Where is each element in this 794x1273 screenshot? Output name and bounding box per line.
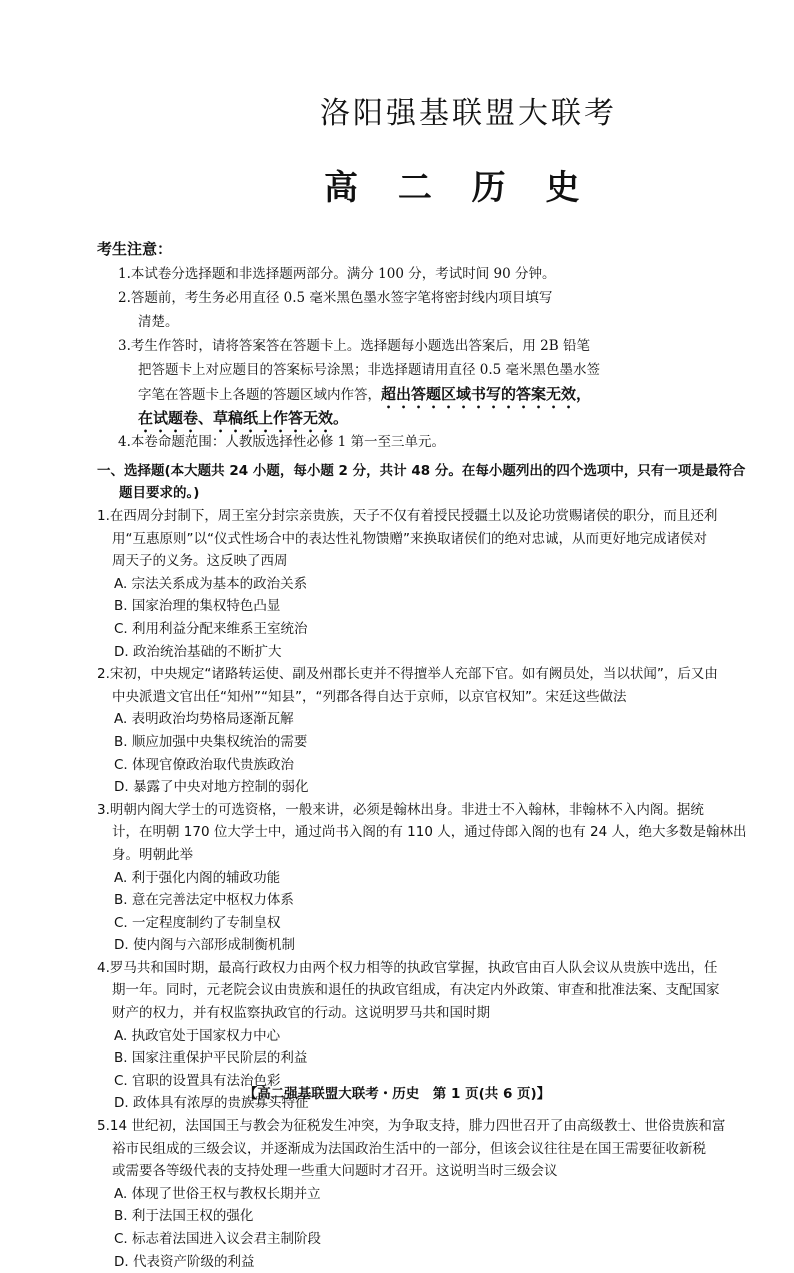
notice-item-3-cont3 <box>118 406 638 430</box>
option-b[interactable]: B. 意在完善法定中枢权力体系 <box>114 892 294 909</box>
option-b[interactable]: B. 利于法国王权的强化 <box>114 1208 254 1225</box>
option-c[interactable]: C. 官职的设置具有法治色彩 <box>114 1072 281 1089</box>
question-stem-line: 裕市民组成的三级会议，并逐渐成为法国政治生活中的一部分，但该会议往往是在国王需要征收新税 <box>112 1140 706 1157</box>
option-a[interactable]: A. 执政官处于国家权力中心 <box>114 1027 281 1044</box>
question-stem-line: 财产的权力，并有权监察执政官的行动。这说明罗马共和国时期 <box>112 1005 490 1022</box>
option-a[interactable]: A. 宗法关系成为基本的政治关系 <box>114 575 308 592</box>
option-b[interactable]: B. 国家治理的集权特色凸显 <box>114 598 281 615</box>
question-stem-line: 身。明朝此举 <box>112 846 193 863</box>
question-5 <box>97 1115 757 1273</box>
question-stem-line: 2.宋初，中央规定“诸路转运使、副及州郡长吏并不得擅举人充部下官。如有阙员处，当以状闻”，后又由 <box>97 666 718 683</box>
option-b[interactable]: B. 国家注重保护平民阶层的利益 <box>114 1050 308 1067</box>
notice-item-1: 1.本试卷分选择题和非选择题两部分。满分 100 分，考试时间 90 分钟。 <box>118 266 556 282</box>
subject-title: 高 二 历 史 <box>324 168 594 208</box>
question-stem-line: 3.明朝内阁大学士的可选资格，一般来讲，必须是翰林出身。非进士不入翰林，非翰林不入内阁。据统 <box>97 801 704 818</box>
option-d[interactable]: D. 暴露了中央对地方控制的弱化 <box>114 779 309 796</box>
notice-list <box>118 262 638 454</box>
question-options <box>97 573 757 663</box>
exam-title: 洛阳强基联盟大联考 <box>320 96 617 131</box>
page-footer: 【高二强基联盟大联考・历史 第 1 页(共 6 页)】 <box>243 1086 551 1102</box>
notice-item-3: 3.考生作答时，请将答案答在答题卡上。选择题每小题选出答案后，用 2B 铅笔 <box>118 338 590 354</box>
question-stem-line: 周天子的义务。这反映了西周 <box>112 553 288 570</box>
question-stem-line: 期一年。同时，元老院会议由贵族和退任的执政官组成，有决定内外政策、审查和批准法案、支配国家 <box>112 982 720 999</box>
question-stem-line: 1.在西周分封制下，周王室分封宗亲贵族，天子不仅有着授民授疆土以及论功赏赐诸侯的职分，而且还利 <box>97 508 718 524</box>
notice-item-4: 4.本卷命题范围：人教版选择性必修 1 第一至三单元。 <box>118 434 446 450</box>
section-heading-line-2: 题目要求的。) <box>119 485 200 501</box>
option-b[interactable]: B. 顺应加强中央集权统治的需要 <box>114 733 308 750</box>
option-d[interactable]: D. 政治统治基础的不断扩大 <box>114 643 282 660</box>
notice-item-2: 2.答题前，考生务必用直径 0.5 毫米黑色墨水签字笔将密封线内项目填写 <box>118 290 553 306</box>
question-stem-line: 4.罗马共和国时期，最高行政权力由两个权力相等的执政官掌握，执政官由百人队会议从贵族中选出，任 <box>97 959 718 976</box>
notice-item-2-cont: 清楚。 <box>138 314 179 330</box>
question-2 <box>97 663 757 799</box>
question-options <box>97 1183 757 1273</box>
notice-item-3-text: 字笔在答题卡上各题的答题区域内作答， <box>138 387 381 403</box>
question-stem-line: 计，在明朝 170 位大学士中，通过尚书入阁的有 110 人，通过侍郎入阁的也有 24 人，绝大多数是翰林出 <box>112 824 747 841</box>
question-list <box>97 505 757 1273</box>
option-d[interactable]: D. 使内阁与六部形成制衡机制 <box>114 937 295 954</box>
option-c[interactable]: C. 标志着法国进入议会君主制阶段 <box>114 1231 322 1247</box>
question-stem-line: 或需要各等级代表的支持处理一些重大问题时才召开。这说明当时三级会议 <box>112 1163 558 1180</box>
question-stem-line: 中央派遣文官出任“知州”“知县”，“列郡各得自达于京师，以京官权知”。宋廷这些做法 <box>112 688 627 705</box>
option-c[interactable]: C. 利用利益分配来维系王室统治 <box>114 620 308 637</box>
option-d[interactable]: D. 代表资产阶级的利益 <box>114 1253 255 1270</box>
option-a[interactable]: A. 体现了世俗王权与教权长期并立 <box>114 1185 321 1202</box>
option-c[interactable]: C. 体现官僚政治取代贵族政治 <box>114 756 295 773</box>
notice-warning-2: 在试题卷、草稿纸上作答无效。 <box>138 409 349 427</box>
question-stem-line: 5.14 世纪初，法国国王与教会为征税发生冲突，为争取支持，腓力四世召开了由高级教士、世俗贵族和富 <box>97 1118 726 1135</box>
option-a[interactable]: A. 表明政治均势格局逐渐瓦解 <box>114 711 294 728</box>
notice-warning-1: 超出答题区域书写的答案无效， <box>381 385 592 403</box>
notice-item-3-cont2 <box>118 382 638 406</box>
question-1 <box>97 505 757 663</box>
question-options <box>97 708 757 798</box>
option-a[interactable]: A. 利于强化内阁的辅政功能 <box>114 869 281 886</box>
section-heading <box>97 460 757 504</box>
notice-item-3-cont: 把答题卡上对应题目的答案标号涂黑；非选择题请用直径 0.5 毫米黑色墨水签 <box>138 362 601 378</box>
question-options <box>97 867 757 957</box>
question-stem-line: 用“互惠原则”以“仪式性场合中的表达性礼物馈赠”来换取诸侯们的绝对忠诚，从而更好地完成诸侯对 <box>112 530 707 547</box>
option-c[interactable]: C. 一定程度制约了专制皇权 <box>114 914 281 931</box>
question-3 <box>97 799 757 957</box>
notice-heading: 考生注意： <box>97 240 173 258</box>
section-heading-line-1: 一、选择题(本大题共 24 小题，每小题 2 分，共计 48 分。在每小题列出的四个选项中，只有一项是最符合 <box>97 463 746 479</box>
option-d[interactable]: D. 政体具有浓厚的贵族寡头特征 <box>114 1095 309 1112</box>
